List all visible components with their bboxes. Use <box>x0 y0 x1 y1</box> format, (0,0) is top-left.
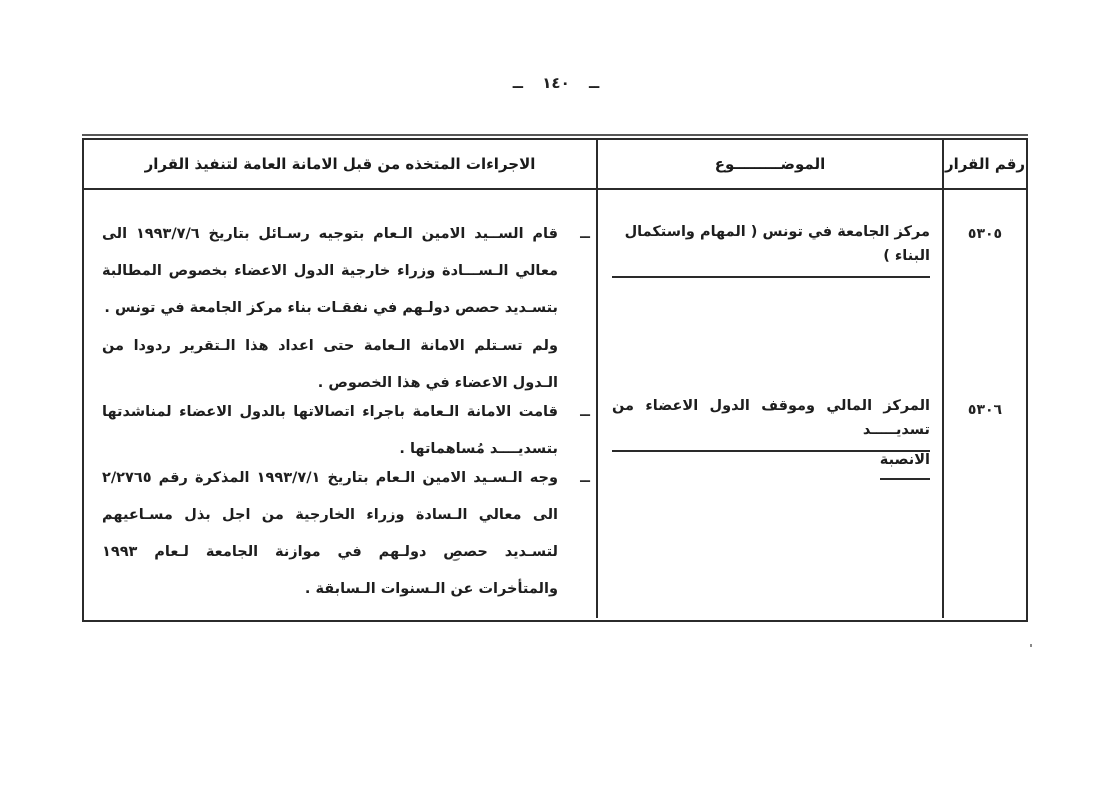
action-text: قامت الامانة الـعامة باجراء اتصالاتها بالدول الاعضاء لمناشدتها بتسديــــد مُساهماتها . <box>102 404 558 457</box>
subject-row2-line2: الانصبة <box>880 448 930 480</box>
table-header-row <box>84 140 1026 190</box>
action-paragraph <box>102 394 590 468</box>
subject-row1: مركز الجامعة في تونس ( المهام واستكمال البناء ) <box>612 220 930 278</box>
bullet-dash <box>558 328 590 402</box>
action-text: قام الســيد الامين الـعام بتوجيه رسـائل بتاريخ ١٩٩٣/٧/٦ الى معالي الـســـادة وزراء خارجية الدول الاعضاء بخصوص المطالبة بتسـديد حصص دولـهم في نفقـات بناء مركز الجامعة في تونس . <box>102 226 558 316</box>
action-paragraph <box>102 460 590 608</box>
actions-column <box>84 190 596 618</box>
action-text: ولم تسـتلم الامانة الـعامة حتى اعداد هذا الـتقرير ردودا من الـدول الاعضاء في هذا الخصوص . <box>102 338 558 391</box>
decision-number-5306: ٥٣٠٦ <box>967 402 1003 418</box>
page-number: ــ ١٤٠ ــ <box>512 74 600 92</box>
bullet-dash: ــ <box>580 470 590 486</box>
header-decision-number: رقم القرار <box>942 140 1026 188</box>
action-paragraph <box>102 216 590 327</box>
decision-number-column <box>942 190 1026 618</box>
header-actions: الاجراءات المتخذه من قبل الامانة العامة لتنفيذ القرار <box>144 155 536 173</box>
decisions-table <box>82 138 1028 622</box>
decision-number-5305: ٥٣٠٥ <box>967 226 1003 242</box>
header-subject: الموضـــــــــوع <box>596 140 942 188</box>
subject-row2-line1: المركز المالي وموقف الدول الاعضاء من تسديـــــد <box>612 394 930 452</box>
bullet-dash: ــ <box>580 226 590 242</box>
scan-speck <box>1030 644 1032 647</box>
action-paragraph <box>102 328 590 402</box>
table-body-row <box>84 190 1026 618</box>
bullet-dash: ــ <box>580 404 590 420</box>
subject-column <box>596 190 942 618</box>
action-text: وجه الـسـيد الامين الـعام بتاريخ ١٩٩٣/٧/١ المذكرة رقم ٢/٢٧٦٥ الى معالي الـسادة وزراء الخارجية من اجل بذل مسـاعيهم لتسـديد حصص دولـهم في موازنة الجامعة لـعام ١٩٩٣ والمتأخرات عن الـسنوات الـسابقة . <box>102 470 558 597</box>
